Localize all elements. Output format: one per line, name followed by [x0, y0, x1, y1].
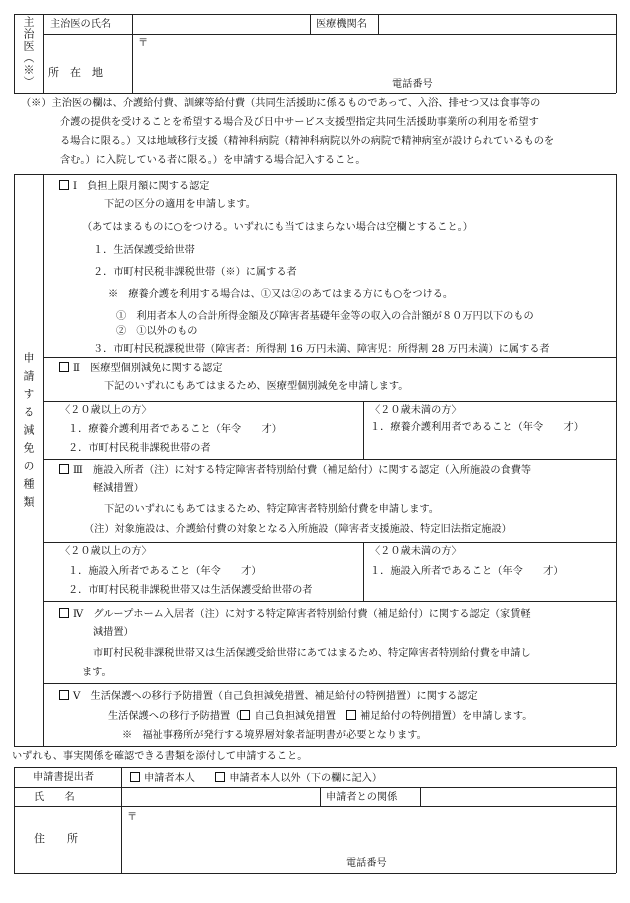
applicant-address-label: 住 所: [34, 832, 78, 845]
note-line: （※）主治医の欄は、介護給付費、訓練等給付費（共同生活援助に係るものであって、入浴、排せつ又は食事等の: [21, 98, 541, 109]
submitter-label: 申請書提出者: [33, 772, 95, 783]
section5-title-row: [59, 690, 478, 704]
supplementary-benefit-label: 補足給付の特例措置）を申請します。: [360, 711, 533, 722]
section3-left-item: ２．市町村民税非課税世帯又は生活保護受給世帯の者: [68, 585, 313, 596]
section5-note: ※ 福祉事務所が発行する境界層対象者証明書が必要となります。: [122, 730, 427, 741]
section2-right-item: １．療養介護利用者であること（年令 才）: [370, 422, 584, 433]
phone-label: 電話番号: [392, 79, 433, 90]
section3-checkbox[interactable]: [59, 464, 69, 474]
section3-line: 下記のいずれにもあてはまるため、特定障害者特別給付費を申請します。: [104, 504, 439, 515]
applicant-phone-label: 電話番号: [346, 858, 387, 869]
section2-line: 下記のいずれにもあてはまるため、医療型個別減免を申請します。: [104, 381, 409, 392]
submitter-self-checkbox[interactable]: [130, 772, 140, 782]
section3-right-item: １．施設入所者であること（年令 才）: [370, 566, 564, 577]
section5-line: [108, 710, 533, 724]
attach-note: いずれも、事実関係を確認できる書類を添付して申請すること。: [12, 751, 308, 762]
relation-label: 申請者との関係: [326, 792, 398, 803]
section1-item-note: ※ 療養介護を利用する場合は、①又は②のあてはまる方にも○をつける。: [108, 289, 454, 300]
section4-line: ます。: [82, 667, 112, 678]
section4-line: 市町村民税非課税世帯又は生活保護受給世帯にあてはまるため、特定障害者特別給付費を申請し: [93, 648, 531, 659]
note-line: 含む。）に入院している者に限る。）を申請する場合記入すること。: [60, 155, 366, 166]
section2-left-heading: 〈２０歳以上の方〉: [60, 405, 152, 416]
section2-left-item: １．療養介護利用者であること（年令 才）: [68, 424, 282, 435]
physician-name-label: 主治医の氏名: [50, 19, 112, 30]
section1-line: 下記の区分の適用を申請します。: [104, 199, 256, 210]
section3-right-heading: 〈２０歳未満の方〉: [370, 546, 462, 557]
reduction-vertical-label: 申請する減免の種類: [22, 352, 35, 514]
section1-item: １．生活保護受給世帯: [93, 245, 195, 256]
section3-left-heading: 〈２０歳以上の方〉: [60, 546, 152, 557]
submitter-other-label: 申請者本人以外（下の欄に記入）: [229, 773, 383, 784]
postal-mark: 〒: [138, 38, 149, 49]
section4-title-cont: 減措置）: [93, 627, 134, 638]
section4-checkbox[interactable]: [59, 608, 69, 618]
supplementary-benefit-checkbox[interactable]: [346, 710, 356, 720]
section1-sub: ① 利用者本人の合計所得金額及び障害者基礎年金等の収入の合計額が８０万円以下のもの: [116, 311, 534, 322]
section3-left-item: １．施設入所者であること（年令 才）: [68, 566, 262, 577]
note-line: 介護の提供を受けることを希望する場合及び日中サービス支援型指定共同生活援助事業所の利用を希望す: [60, 117, 539, 128]
section2-left-item: ２．市町村民税非課税世帯の者: [68, 443, 211, 454]
self-pay-reduction-label: 自己負担減免措置: [254, 711, 336, 722]
applicant-postal-mark: 〒: [127, 812, 138, 823]
physician-vertical-label: 主治医（※）: [22, 16, 35, 88]
submitter-self-label: 申請者本人: [144, 773, 195, 784]
section3-title-cont: 軽減措置）: [93, 483, 144, 494]
section1-item: ３．市町村民税課税世帯（障害者：所得割 16 万円未満、障害児：所得割 28 万円未満）に属する者: [93, 344, 550, 355]
section5-title: Ⅴ 生活保護への移行予防措置（自己負担減免措置、補足給付の特例措置）に関する認定: [73, 691, 478, 702]
section2-title: Ⅱ 医療型個別減免に関する認定: [73, 363, 223, 374]
section2-checkbox[interactable]: [59, 362, 69, 372]
institution-label: 医療機関名: [316, 19, 367, 30]
section1-item: ２．市町村民税非課税世帯（※）に属する者: [93, 267, 297, 278]
section4-title: Ⅳ グループホーム入居者（注）に対する特定障害者特別給付費（補足給付）に関する認定（家賃軽: [73, 609, 531, 620]
section2-right-heading: 〈２０歳未満の方〉: [370, 405, 462, 416]
applicant-name-label: 氏 名: [34, 792, 75, 803]
section3-title-row: [59, 464, 531, 478]
submitter-other-checkbox[interactable]: [215, 772, 225, 782]
address-label: 所 在 地: [48, 66, 103, 79]
section1-title-row: [59, 180, 209, 194]
section3-note: （注）対象施設は、介護給付費の対象となる入所施設（障害者支援施設、特定旧法指定施設）: [84, 524, 512, 535]
note-line: る場合に限る。）又は地域移行支援（精神科病院（精神科病院以外の病院で精神病室が設けられているものを: [60, 136, 555, 147]
section5-line-text: 生活保護への移行予防措置（: [108, 711, 241, 722]
self-pay-reduction-checkbox[interactable]: [240, 710, 250, 720]
section1-sub: ② ①以外のもの: [116, 326, 198, 337]
section5-checkbox[interactable]: [59, 690, 69, 700]
section3-title: Ⅲ 施設入所者（注）に対する特定障害者特別給付費（補足給付）に関する認定（入所施設の食費等: [73, 465, 532, 476]
section1-line: （あてはまるものに○をつける。いずれにも当てはまらない場合は空欄とすること。）: [82, 222, 473, 233]
section1-title: Ⅰ 負担上限月額に関する認定: [73, 181, 210, 192]
submitter-options: [130, 772, 382, 786]
section1-checkbox[interactable]: [59, 180, 69, 190]
section4-title-row: [59, 608, 531, 622]
section2-title-row: [59, 362, 223, 376]
